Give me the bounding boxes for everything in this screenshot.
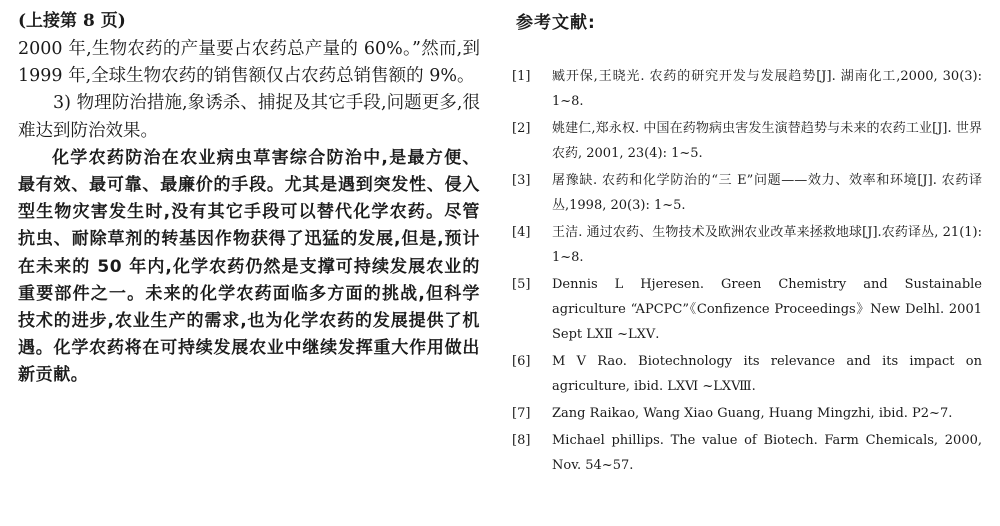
reference-number: [3] <box>512 173 531 188</box>
references-heading: 参考文献: <box>516 13 596 33</box>
body-text-column <box>18 8 480 390</box>
reference-item <box>512 116 982 166</box>
reference-number: [1] <box>512 69 531 84</box>
reference-text: Zang Raikao, Wang Xiao Guang, Huang Mingzhi, ibid. P2~7. <box>552 406 953 421</box>
paragraph-2: 3) 物理防治措施,象诱杀、捕捉及其它手段,问题更多,很难达到防治效果。 <box>18 93 480 141</box>
reference-text: 臧开保,王晓光. 农药的研究开发与发展趋势[J]. 湖南化工,2000, 30(3): 1~8. <box>552 69 982 109</box>
reference-list <box>512 64 982 478</box>
reference-item <box>512 168 982 218</box>
reference-text: 姚建仁,郑永权. 中国在药物病虫害发生演替趋势与未来的农药工业[J]. 世界农药, 2001, 23(4): 1~5. <box>552 121 982 161</box>
reference-text: Dennis L Hjeresen. Green Chemistry and Sustainable agriculture “APCPC”《Confizence Proceedings》New Delhl. 2001 Sept LXⅡ ~LXⅤ. <box>552 277 982 342</box>
reference-text: 屠豫缺. 农药和化学防治的“三 E”问题——效力、效率和环境[J]. 农药译丛,1998, 20(3): 1~5. <box>552 173 982 213</box>
reference-text: 王洁. 通过农药、生物技术及欧洲农业改革来拯救地球[J].农药译丛, 21(1): 1~8. <box>552 225 982 265</box>
reference-item <box>512 349 982 399</box>
continued-from-note: (上接第 8 页) <box>18 11 126 31</box>
reference-item <box>512 220 982 270</box>
reference-number: [2] <box>512 121 531 136</box>
reference-number: [7] <box>512 406 531 421</box>
paragraph-3: 化学农药防治在农业病虫草害综合防治中,是最方便、最有效、最可靠、最廉价的手段。尤其是遇到突发性、侵入型生物灾害发生时,没有其它手段可以替代化学农药。尽管抗虫、耐除草剂的转基因作物获得了迅猛的发展,但是,预计在未来的 50 年内,化学农药仍然是支撑可持续发展农业的重要部件之一。未来的化学农药面临多方面的挑战,但科学技术的进步,农业生产的需求,也为化学农药的发展提供了机遇。化学农药将在可持续发展农业中继续发挥重大作用做出新贡献。 <box>18 147 480 386</box>
reference-number: [4] <box>512 225 531 240</box>
reference-item <box>512 401 982 426</box>
reference-number: [8] <box>512 433 531 448</box>
reference-text: M V Rao. Biotechnology its relevance and its impact on agriculture, ibid. LXⅥ ~LXⅧ. <box>552 354 982 394</box>
reference-number: [5] <box>512 277 531 292</box>
paragraph-1: 2000 年,生物农药的产量要占农药总产量的 60%。”然而,到 1999 年,全球生物农药的销售额仅占农药总销售额的 9%。 <box>18 39 480 87</box>
references-column <box>512 10 982 480</box>
reference-item <box>512 428 982 478</box>
reference-item <box>512 272 982 347</box>
reference-number: [6] <box>512 354 531 369</box>
reference-text: Michael phillips. The value of Biotech. Farm Chemicals, 2000, Nov. 54~57. <box>552 433 982 473</box>
reference-item <box>512 64 982 114</box>
